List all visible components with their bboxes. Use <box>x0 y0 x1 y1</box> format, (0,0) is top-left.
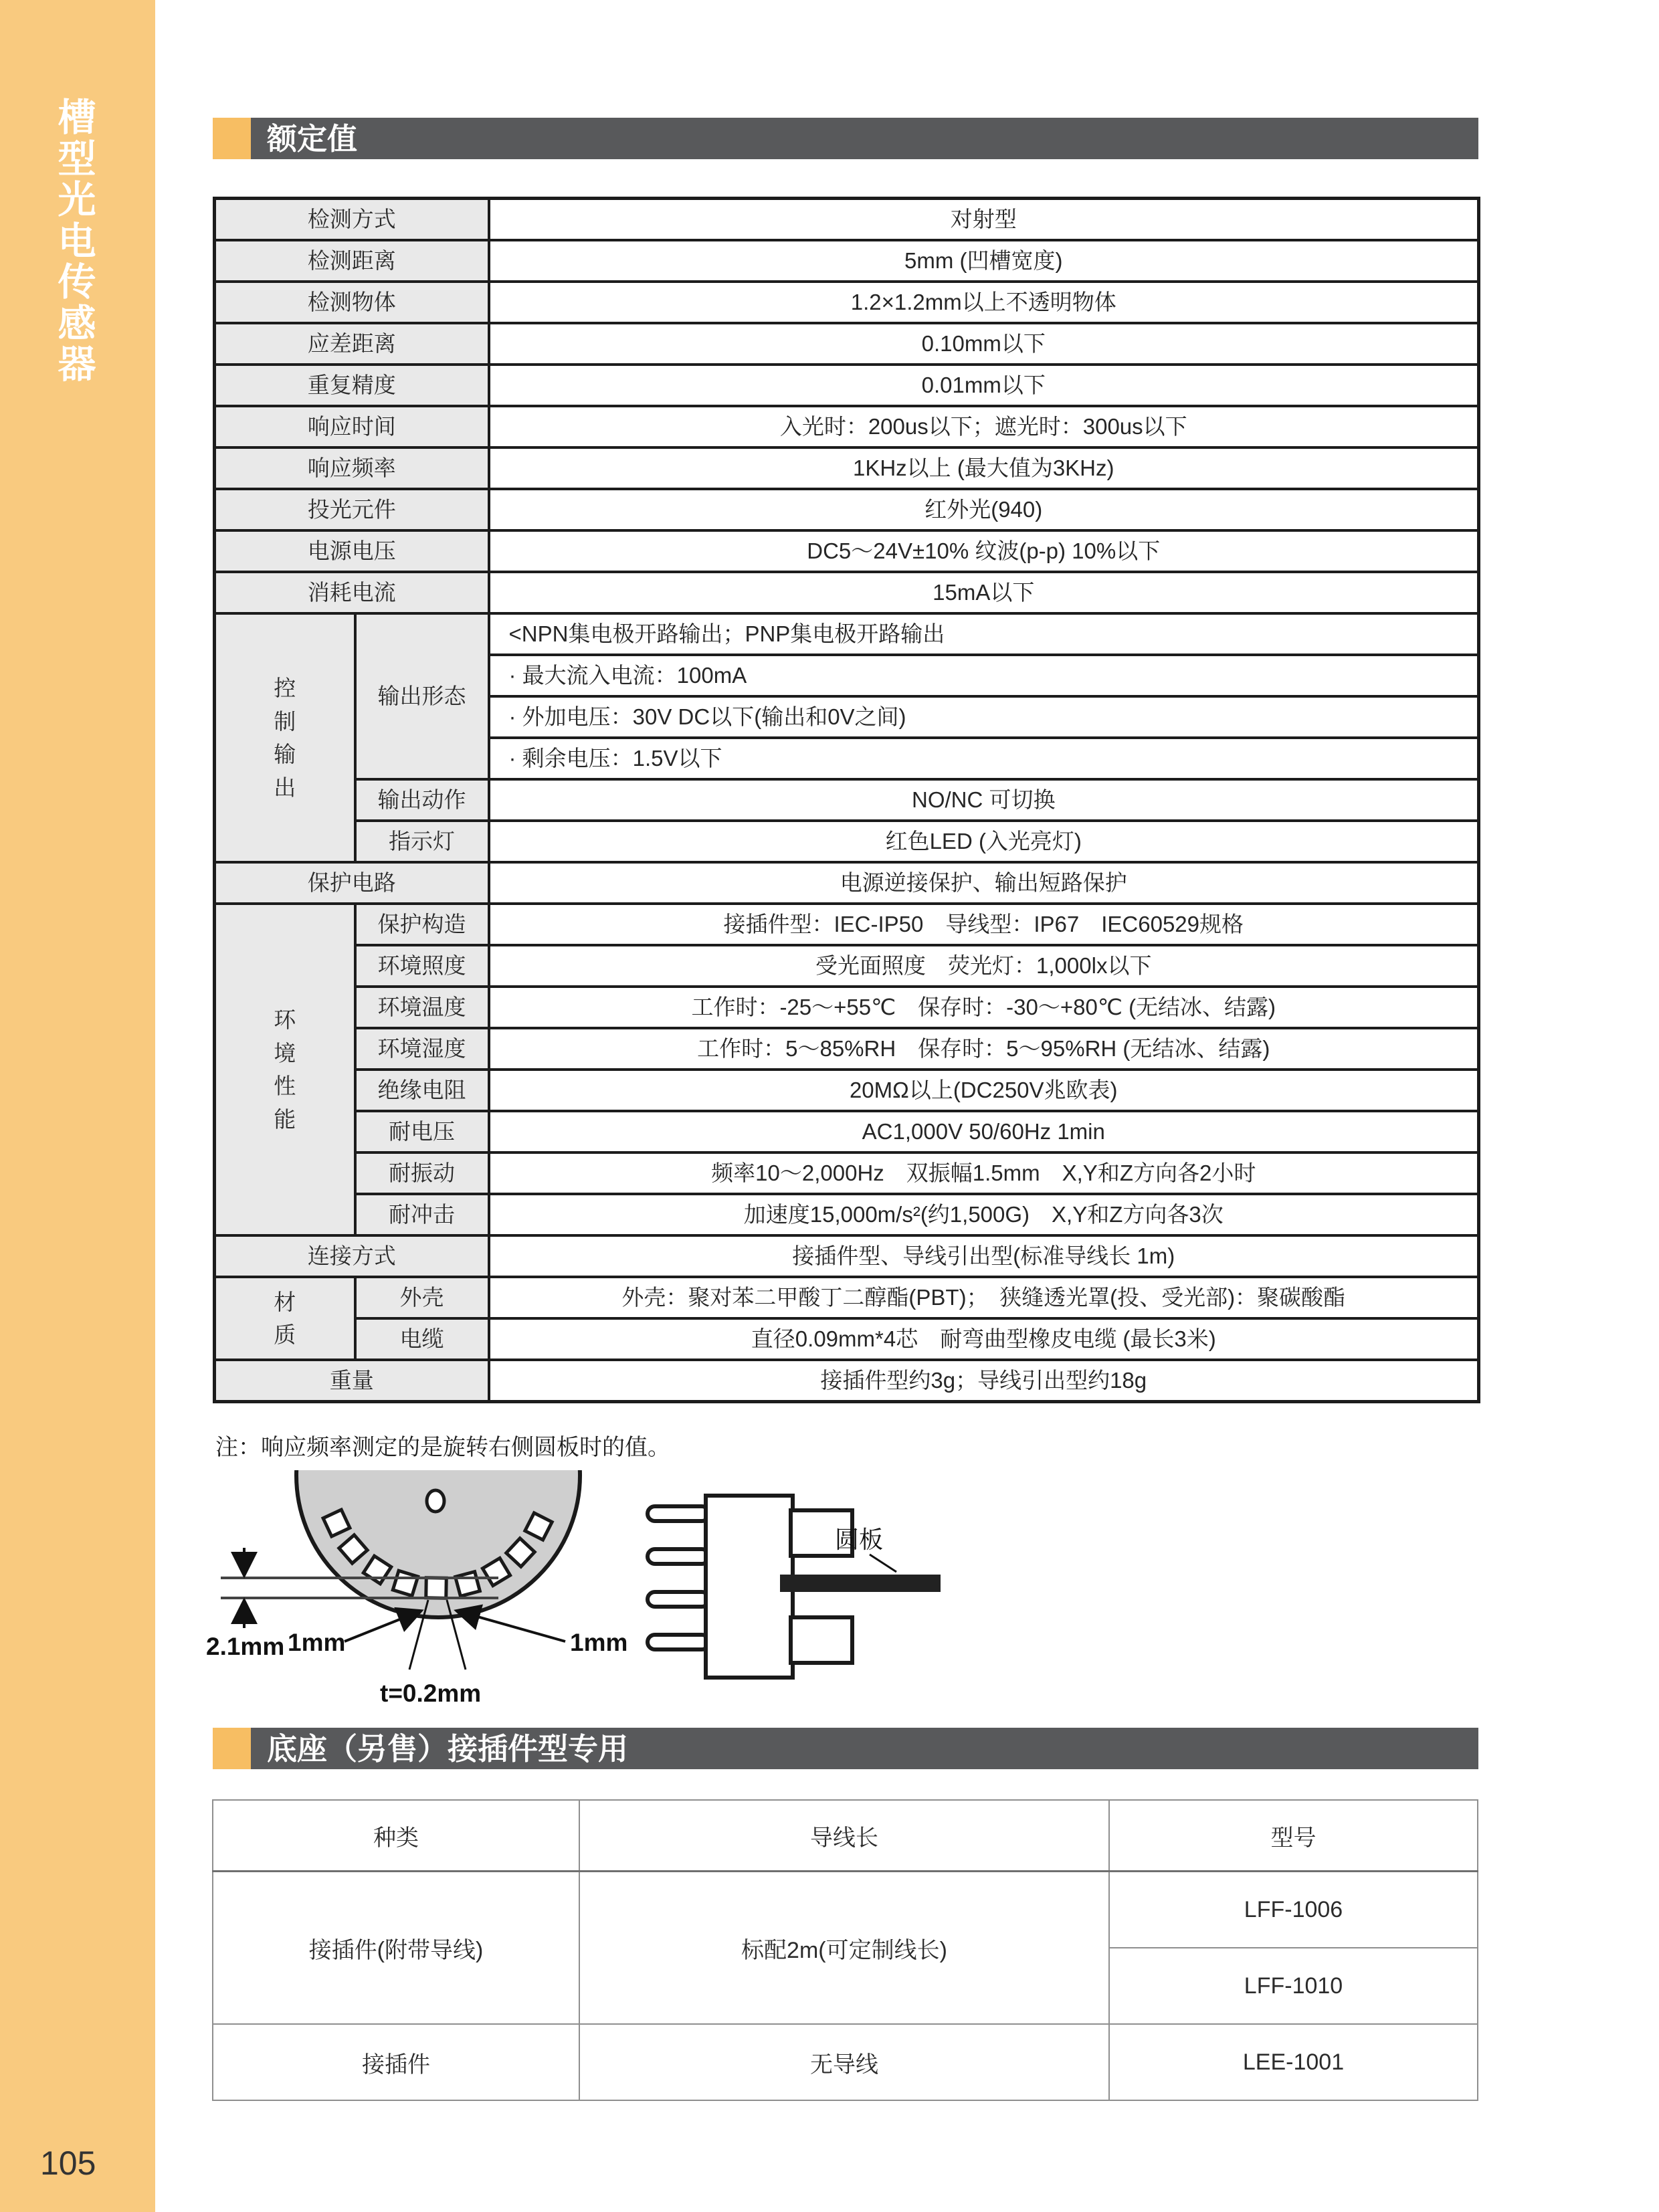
spec-value-cell: 15mA以下 <box>489 572 1479 613</box>
table-row <box>215 945 1479 987</box>
section-title: 额定值 <box>251 118 1478 159</box>
group-label-environment: 环境性能 <box>274 1007 296 1132</box>
spec-table <box>213 197 1480 1403</box>
table-row <box>215 904 1479 945</box>
base-table-header: 导线长 <box>579 1800 1109 1872</box>
table-row <box>215 199 1479 241</box>
accent-square-icon <box>213 118 251 159</box>
spec-label-cell: 外壳 <box>355 1277 489 1318</box>
sidebar-vertical-title: 槽型光电传感器 <box>58 96 96 387</box>
disc-bar-label: 圆板 <box>835 1526 884 1553</box>
spec-value-cell: 红色LED (入光亮灯) <box>489 821 1479 862</box>
section-header-ratings <box>213 118 1478 159</box>
spec-label-cell: 环境温度 <box>355 987 489 1028</box>
spec-value-cell: 频率10～2,000Hz 双振幅1.5mm X,Y和Z方向各2小时 <box>489 1152 1479 1194</box>
spec-value-cell: DC5～24V±10% 纹波(p-p) 10%以下 <box>489 530 1479 572</box>
spec-label-cell: 保护电路 <box>215 862 489 904</box>
spec-value-cell: 1.2×1.2mm以上不透明物体 <box>489 282 1479 323</box>
spec-label-cell: 连接方式 <box>215 1235 489 1277</box>
spec-label-cell: 输出动作 <box>355 779 489 821</box>
table-row <box>215 323 1479 365</box>
table-row <box>215 572 1479 613</box>
base-model-cell: LEE-1001 <box>1109 2024 1478 2100</box>
table-row <box>215 1277 1479 1318</box>
spec-value-cell: 外壳：聚对苯二甲酸丁二醇酯(PBT)； 狭缝透光罩(投、受光部)：聚碳酸酯 <box>489 1277 1479 1318</box>
table-row <box>215 406 1479 447</box>
spec-value-cell: 接插件型：IEC-IP50 导线型：IP67 IEC60529规格 <box>489 904 1479 945</box>
spec-value-cell: 红外光(940) <box>489 489 1479 530</box>
table-row <box>215 365 1479 406</box>
table-row <box>215 1070 1479 1111</box>
spec-label-cell: 输出形态 <box>355 613 489 779</box>
spec-label-cell: 电源电压 <box>215 530 489 572</box>
spec-label-cell: 重复精度 <box>215 365 489 406</box>
spec-label-cell: 保护构造 <box>355 904 489 945</box>
spec-value-cell: 电源逆接保护、输出短路保护 <box>489 862 1479 904</box>
note-text: 注：响应频率测定的是旋转右侧圆板时的值。 <box>215 1435 670 1460</box>
accent-square-icon <box>213 1728 251 1769</box>
table-row <box>215 530 1479 572</box>
base-kind-cell: 接插件(附带导线) <box>213 1872 579 2025</box>
base-wire-cell: 无导线 <box>579 2024 1109 2100</box>
spec-value-cell: 0.01mm以下 <box>489 365 1479 406</box>
base-kind-cell: 接插件 <box>213 2024 579 2100</box>
sensor-pin <box>648 1506 709 1521</box>
spec-label-cell: 耐振动 <box>355 1152 489 1194</box>
spec-value-cell: 工作时：5～85%RH 保存时：5～95%RH (无结冰、结露) <box>489 1028 1479 1070</box>
spec-value-cell: 直径0.09mm*4芯 耐弯曲型橡皮电缆 (最长3米) <box>489 1318 1479 1360</box>
spec-label-cell: 应差距离 <box>215 323 489 365</box>
spec-group-label-cell <box>215 613 355 862</box>
table-row <box>215 1235 1479 1277</box>
table-row <box>215 1194 1479 1235</box>
spec-label-cell: 消耗电流 <box>215 572 489 613</box>
table-row <box>215 1028 1479 1070</box>
sensor-pin <box>648 1592 709 1607</box>
spec-value-cell: 5mm (凹槽宽度) <box>489 240 1479 282</box>
table-row <box>215 862 1479 904</box>
table-row <box>213 1800 1478 1872</box>
spec-value-cell: 1KHz以上 (最大值为3KHz) <box>489 447 1479 489</box>
table-row <box>215 489 1479 530</box>
table-row <box>215 987 1479 1028</box>
spec-label-cell: 投光元件 <box>215 489 489 530</box>
spec-label-cell: 检测方式 <box>215 199 489 241</box>
table-row <box>215 282 1479 323</box>
disc-hole <box>427 1490 444 1512</box>
spec-group-label-cell <box>215 1277 355 1360</box>
table-row <box>215 821 1479 862</box>
table-row <box>213 2024 1478 2100</box>
sensor-pin <box>648 1635 709 1649</box>
spec-value-cell: 工作时：-25～+55℃ 保存时：-30～+80℃ (无结冰、结露) <box>489 987 1479 1028</box>
spec-value-cell: NO/NC 可切换 <box>489 779 1479 821</box>
dim-label-pitch-left: 1mm <box>288 1629 346 1656</box>
disc-bar <box>780 1575 941 1592</box>
table-row <box>215 1360 1479 1402</box>
spec-label-cell: 响应频率 <box>215 447 489 489</box>
spec-value-cell: <NPN集电极开路输出；PNP集电极开路输出 <box>489 613 1479 655</box>
base-wire-cell: 标配2m(可定制线长) <box>579 1872 1109 2025</box>
base-table <box>212 1799 1478 2101</box>
sensor-arm-bottom <box>791 1617 852 1663</box>
page-number: 105 <box>40 2144 96 2182</box>
spec-label-cell: 耐冲击 <box>355 1194 489 1235</box>
spec-value-cell: 入光时：200us以下；遮光时：300us以下 <box>489 406 1479 447</box>
sensor-graphic <box>648 1496 941 1678</box>
table-row <box>213 1872 1478 1948</box>
spec-group-label-cell <box>215 904 355 1235</box>
reference-diagram <box>201 1469 1003 1723</box>
spec-label-cell: 响应时间 <box>215 406 489 447</box>
spec-label-cell: 电缆 <box>355 1318 489 1360</box>
dim-label-height: 2.1mm <box>206 1633 285 1660</box>
spec-label-cell: 环境湿度 <box>355 1028 489 1070</box>
sensor-body <box>706 1496 793 1678</box>
spec-value-cell: · 最大流入电流：100mA <box>489 655 1479 696</box>
base-model-cell: LFF-1010 <box>1109 1948 1478 2024</box>
section-header-base <box>213 1728 1478 1769</box>
table-row <box>215 1111 1479 1152</box>
dim-label-thickness: t=0.2mm <box>380 1680 482 1707</box>
spec-label-cell: 耐电压 <box>355 1111 489 1152</box>
spec-label-cell: 绝缘电阻 <box>355 1070 489 1111</box>
spec-value-cell: AC1,000V 50/60Hz 1min <box>489 1111 1479 1152</box>
spec-label-cell: 检测物体 <box>215 282 489 323</box>
table-row <box>215 613 1479 655</box>
spec-value-cell: 接插件型、导线引出型(标准导线长 1m) <box>489 1235 1479 1277</box>
base-model-cell: LFF-1006 <box>1109 1872 1478 1948</box>
table-row <box>215 779 1479 821</box>
spec-value-cell: 接插件型约3g；导线引出型约18g <box>489 1360 1479 1402</box>
spec-label-cell: 环境照度 <box>355 945 489 987</box>
base-table-header: 种类 <box>213 1800 579 1872</box>
spec-value-cell: 0.10mm以下 <box>489 323 1479 365</box>
group-label-material: 材质 <box>274 1289 296 1347</box>
sensor-pin <box>648 1549 709 1564</box>
table-row <box>215 240 1479 282</box>
base-table-header: 型号 <box>1109 1800 1478 1872</box>
spec-label-cell: 重量 <box>215 1360 489 1402</box>
spec-label-cell: 检测距离 <box>215 240 489 282</box>
group-label-control-output: 控制输出 <box>274 676 296 800</box>
sidebar <box>0 0 155 2212</box>
spec-value-cell: · 剩余电压：1.5V以下 <box>489 738 1479 779</box>
spec-value-cell: 对射型 <box>489 199 1479 241</box>
disc-label-leader <box>870 1554 896 1572</box>
spec-value-cell: 受光面照度 荧光灯：1,000lx以下 <box>489 945 1479 987</box>
table-row <box>215 1152 1479 1194</box>
spec-value-cell: 加速度15,000m/s²(约1,500G) X,Y和Z方向各3次 <box>489 1194 1479 1235</box>
spec-label-cell: 指示灯 <box>355 821 489 862</box>
dim-label-pitch-right: 1mm <box>570 1629 628 1656</box>
table-row <box>215 447 1479 489</box>
table-row <box>215 1318 1479 1360</box>
spec-value-cell: 20MΩ以上(DC250V兆欧表) <box>489 1070 1479 1111</box>
spec-value-cell: · 外加电压：30V DC以下(输出和0V之间) <box>489 696 1479 738</box>
section-title: 底座（另售）接插件型专用 <box>251 1728 1478 1769</box>
